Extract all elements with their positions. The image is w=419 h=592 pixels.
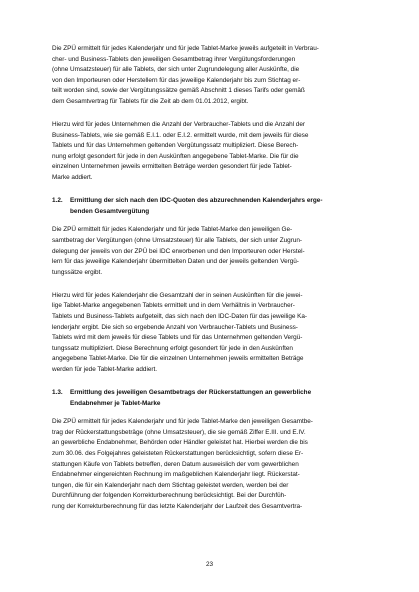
text-line: lige Tablet-Marke angegebenen Tablets ermittelt und in dem Verhältnis in Verbraucher- xyxy=(52,302,295,310)
text-line: rung der Korrekturberechnung für das letzte Kalenderjahr der Laufzeit des Gesamtvertra- xyxy=(52,502,303,510)
text-line: zum 30.06. des Folgejahres geleisteten Rückerstattungen berücksichtigt, sofern diese Er- xyxy=(52,450,304,457)
paragraph-3 xyxy=(52,225,370,278)
text-line: Die ZPÜ ermittelt für jedes Kalenderjahr und für jede Tablet-Marke den jeweiligen Ge- xyxy=(52,226,293,234)
paragraph-4 xyxy=(52,291,370,376)
paragraph-2 xyxy=(52,120,370,184)
text-line: delegung der jeweils von der ZPÜ bei IDC erworbenen und den Importeuren oder Herstel- xyxy=(52,247,305,255)
text-line: tungen, die für ein Kalenderjahr nach dem Stichtag geleistet werden, werden bei der xyxy=(52,481,289,489)
text-line: Tablets und für das Unternehmen geltenden Vergütungssatz multipliziert. Diese Berech- xyxy=(52,142,299,150)
text-line: Die ZPÜ ermittelt für jedes Kalenderjahr und für jede Tablet-Marke den jeweiligen Gesamtbe- xyxy=(52,418,313,426)
text-line: Tablets und Business-Tablets aufgeteilt, das sich nach den IDC-Daten für das jeweilige Ka- xyxy=(52,312,308,320)
page-content xyxy=(52,44,370,525)
text-line: Marke addiert. xyxy=(52,174,93,182)
text-line: angegebene Tablet-Marke. Die für die einzelnen Unternehmen jeweils ermittelten Beträge xyxy=(52,355,304,363)
section-number: 1.2. xyxy=(52,197,63,205)
heading-line: Endabnehmer je Tablet-Marke xyxy=(70,399,161,407)
text-line: cher- und Business-Tablets den jeweiligen Gesamtbetrag ihrer Vergütungsforderungen xyxy=(52,55,296,63)
text-line: nung erfolgt gesondert für jede in den Auskünften angegebene Tablet-Marke. Die für die xyxy=(52,152,299,160)
paragraph-5 xyxy=(52,417,370,512)
text-line: teilt worden sind, sowie der Vergütungssätze gemäß Abschnitt 1 dieses Tarifs oder gemäß xyxy=(52,87,305,95)
text-line: dem Gesamtvertrag für Tablets für die Zeit ab dem 01.01.2012, ergibt. xyxy=(52,97,249,105)
text-line: Tablets wird mit dem jeweils für diese Tablets und für das Unternehmen geltenden Vergü- xyxy=(52,334,303,342)
text-line: Durchführung der folgenden Korrekturberechnung berücksichtigt. Bei der Durchfüh- xyxy=(52,492,287,500)
text-line: tungssatz multipliziert. Diese Berechnung erfolgt gesondert für jede in den Auskünften xyxy=(52,344,293,352)
section-title xyxy=(70,196,370,217)
text-line: stattungen Käufe von Tablets betreffen, deren Datum ausweislich der vom gewerblichen xyxy=(52,460,299,468)
text-line: an gewerbliche Endabnehmer, Behörden oder Händler geleistet hat. Hierbei werden die bis xyxy=(52,439,308,447)
heading-line: benden Gesamtvergütung xyxy=(70,207,150,215)
text-line: lenderjahr ergibt. Die sich so ergebende Anzahl von Verbraucher-Tablets und Business- xyxy=(52,323,298,331)
heading-line: Ermittlung des jeweiligen Gesamtbetrags der Rückerstattungen an gewerbliche xyxy=(70,389,312,397)
text-line: trag der Rückerstattungsbeträge (ohne Umsatzsteuer), die sie gemäß Ziffer E.III. und E.IV. xyxy=(52,428,306,436)
section-title xyxy=(70,388,370,409)
section-number: 1.3. xyxy=(52,389,63,397)
text-line: von den Importeuren oder Herstellern für das jeweilige Kalenderjahr bis zum Stichtag er- xyxy=(52,76,301,84)
text-line: tungssätze ergibt. xyxy=(52,268,103,276)
text-line: werden für jede Tablet-Marke addiert. xyxy=(52,365,157,373)
page-number: 23 xyxy=(205,561,214,568)
text-line: Endabnehmer eingereichten Rechnung im maßgeblichen Kalenderjahr liegt. Rückerstat- xyxy=(52,471,300,479)
section-heading-1-2 xyxy=(52,196,370,217)
text-line: Hierzu wird für jedes Kalenderjahr die Gesamtzahl der in seinen Auskünften für die jewei- xyxy=(52,291,303,299)
text-line: einzelnen Unternehmen jeweils ermittelten Beträge werden gesondert für jede Tablet- xyxy=(52,163,292,171)
text-line: (ohne Umsatzsteuer) für alle Tablets, der sich unter Zugrundelegung aller Auskünfte, die xyxy=(52,66,300,74)
section-heading-1-3 xyxy=(52,388,370,409)
text-line: Hierzu wird für jedes Unternehmen die Anzahl der Verbraucher-Tablets und die Anzahl der xyxy=(52,121,305,129)
text-line: samtbetrag der Vergütungen (ohne Umsatzsteuer) für alle Tablets, der sich unter Zugrun- xyxy=(52,236,302,244)
text-line: Die ZPÜ ermittelt für jedes Kalenderjahr und für jede Tablet-Marke jeweils aufgeteilt in Verbrau- xyxy=(52,45,319,52)
paragraph-1 xyxy=(52,44,370,108)
text-line: lern für das jeweilige Kalenderjahr übermittelten Daten und der jeweils geltenden Vergü- xyxy=(52,258,299,266)
heading-line: Ermittlung der sich nach den IDC-Quoten des abzurechnenden Kalenderjahrs erge- xyxy=(70,197,323,205)
text-line: Business-Tablets, wie sie gemäß E.I.1. oder E.I.2. ermittelt wurde, mit dem jeweils für diese xyxy=(52,131,309,139)
